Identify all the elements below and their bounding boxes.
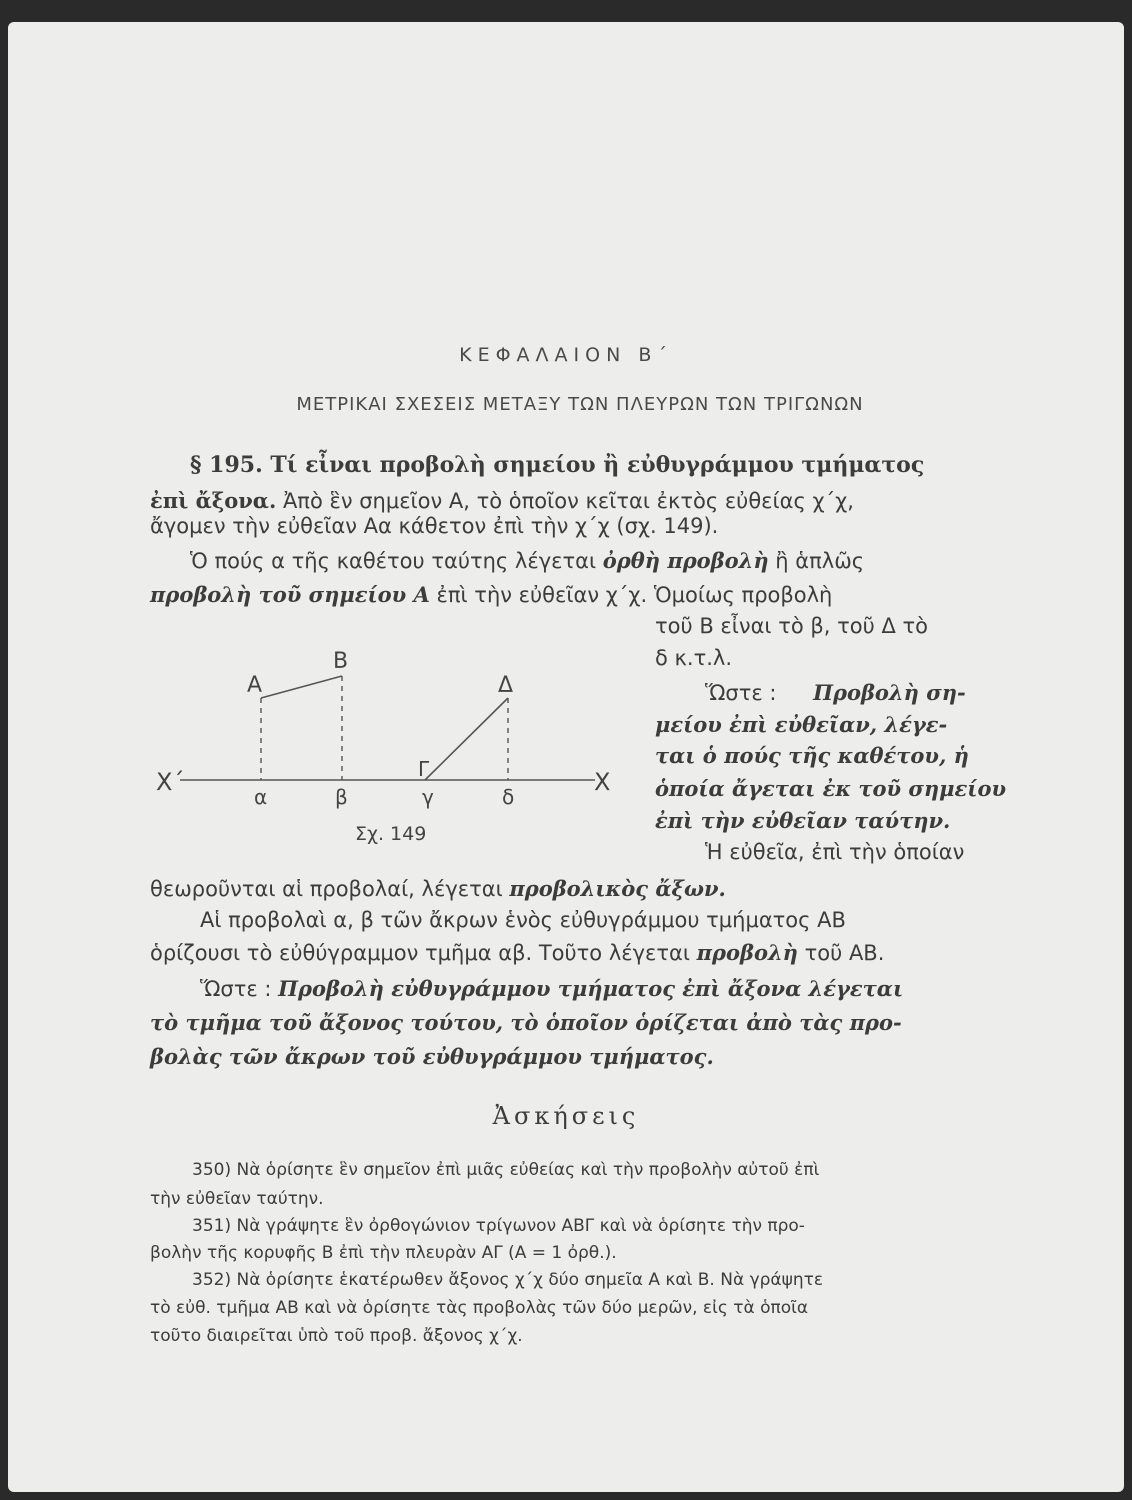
definition-start: Προβολὴ ση- <box>813 680 966 705</box>
line4-end: ἢ ἁπλῶς <box>768 549 865 573</box>
label-x: Χ <box>594 768 611 796</box>
exercise-351-line-2: βολὴν τῆς κορυφῆς Β ἐπὶ τὴν πλευρὰν ΑΓ (Α = 1 ὀρθ.). <box>150 1243 617 1263</box>
definition-line-5: ἐπὶ τὴν εὐθεῖαν ταύτην. <box>655 808 951 833</box>
label-Gamma: Γ <box>418 757 430 781</box>
exercise-351-line-1: 351) Νὰ γράψητε ἓν ὀρθογώνιον τρίγωνον ΑΒΓ καὶ νὰ ὁρίσητε τὴν προ- <box>192 1216 805 1236</box>
section-line-17 <box>200 978 903 1000</box>
definition-line-3: ται ὁ πούς τῆς καθέτου, ἡ <box>655 743 969 768</box>
figure-149 <box>150 640 630 850</box>
section-line-8 <box>705 682 966 704</box>
section-line-2-text: Ἀπὸ ἓν σημεῖον Α, τὸ ὁποῖον κεῖται ἐκτὸς εὐθείας χ΄χ, <box>276 489 854 513</box>
segment-AB <box>261 676 342 698</box>
exercise-352-line-3: τοῦτο διαιρεῖται ὑπὸ τοῦ προβ. ἄξονος χ΄χ. <box>150 1326 523 1346</box>
exercises-heading: Ἀσκήσεις <box>492 1102 640 1130</box>
section-line-2 <box>150 490 854 512</box>
definition-line-4: ὁποία ἄγεται ἐκ τοῦ σημείου <box>655 776 1007 801</box>
line4-text: Ὁ πούς α τῆς καθέτου ταύτης λέγεται <box>190 549 603 573</box>
term-provoli-simeiou: προβολὴ τοῦ σημείου Α <box>150 582 430 607</box>
line5-text: ἐπὶ τὴν εὐθεῖαν χ΄χ. Ὁμοίως προβολὴ <box>429 583 833 607</box>
label-B: Β <box>333 649 349 674</box>
label-alpha: α <box>254 785 268 809</box>
exercise-352-line-2: τὸ εὐθ. τμῆμα ΑΒ καὶ νὰ ὁρίσητε τὰς προβολὰς τῶν δύο μερῶν, εἰς τὰ ὁποῖα <box>150 1298 809 1318</box>
section-line-5 <box>150 584 832 606</box>
oste-label: Ὥστε : <box>705 681 784 705</box>
label-A: Α <box>247 673 263 698</box>
section-line-7: δ κ.τ.λ. <box>655 646 732 670</box>
section-heading: § 195. Τί εἶναι προβολὴ σημείου ἢ εὐθυγράμμου τμήματος <box>190 452 925 478</box>
line16-end: τοῦ ΑΒ. <box>797 941 885 965</box>
label-Delta: Δ <box>498 673 514 698</box>
section-line-4 <box>190 550 864 572</box>
term-provoli: προβολὴ <box>696 940 798 965</box>
oste-label-2: Ὥστε : <box>200 977 279 1001</box>
definition2-line-3: βολὰς τῶν ἄκρων τοῦ εὐθυγράμμου τμήματος. <box>150 1044 714 1069</box>
line16-text: ὁρίζουσι τὸ εὐθύγραμμον τμῆμα αβ. Τοῦτο λέγεται <box>150 941 697 965</box>
section-line-14 <box>150 878 726 900</box>
section-line-13: Ἡ εὐθεῖα, ἐπὶ τὴν ὁποίαν <box>705 840 965 864</box>
definition2-start: Προβολὴ εὐθυγράμμου τμήματος ἐπὶ ἄξονα λέγεται <box>278 976 904 1001</box>
figure-caption: Σχ. 149 <box>355 823 427 845</box>
section-line-6: τοῦ Β εἶναι τὸ β, τοῦ Δ τὸ <box>655 614 928 638</box>
term-provolikos-axon: προβολικὸς ἄξων. <box>509 876 726 901</box>
section-line-3: ἄγομεν τὴν εὐθεῖαν Αα κάθετον ἐπὶ τὴν χ΄χ (σχ. 149). <box>150 514 719 538</box>
chapter-subtitle: ΜΕΤΡΙΚΑΙ ΣΧΕΣΕΙΣ ΜΕΤΑΞΥ ΤΩΝ ΠΛΕΥΡΩΝ ΤΩΝ ΤΡΙΓΩΝΩΝ <box>296 394 864 415</box>
section-line-16 <box>150 942 884 964</box>
exercise-352-line-1: 352) Νὰ ὁρίσητε ἑκατέρωθεν ἄξονος χ΄χ δύο σημεῖα Α καὶ Β. Νὰ γράψητε <box>192 1270 824 1290</box>
exercise-350-line-2: τὴν εὐθεῖαν ταύτην. <box>150 1189 324 1209</box>
label-xprime: Χ΄ <box>156 768 185 796</box>
segment-GD <box>425 698 508 780</box>
term-orthi-provoli: ὀρθὴ προβολὴ <box>602 548 769 573</box>
label-beta: β <box>335 785 348 809</box>
label-gamma: γ <box>422 785 434 809</box>
section-heading-end: ἐπὶ ἄξονα. <box>150 488 277 513</box>
line14-text: θεωροῦνται αἱ προβολαί, λέγεται <box>150 877 510 901</box>
definition2-line-2: τὸ τμῆμα τοῦ ἄξονος τούτου, τὸ ὁποῖον ὁρίζεται ἀπὸ τὰς προ- <box>150 1010 902 1035</box>
label-delta: δ <box>502 785 515 809</box>
section-line-15: Αἱ προβολαὶ α, β τῶν ἄκρων ἑνὸς εὐθυγράμμου τμήματος ΑΒ <box>200 908 846 932</box>
exercise-350-line-1: 350) Νὰ ὁρίσητε ἓν σημεῖον ἐπὶ μιᾶς εὐθείας καὶ τὴν προβολὴν αὐτοῦ ἐπὶ <box>192 1160 820 1180</box>
chapter-title: ΚΕΦΑΛΑΙΟΝ Β΄ <box>459 344 673 366</box>
definition-line-2: μείου ἐπὶ εὐθεῖαν, λέγε- <box>655 712 948 737</box>
